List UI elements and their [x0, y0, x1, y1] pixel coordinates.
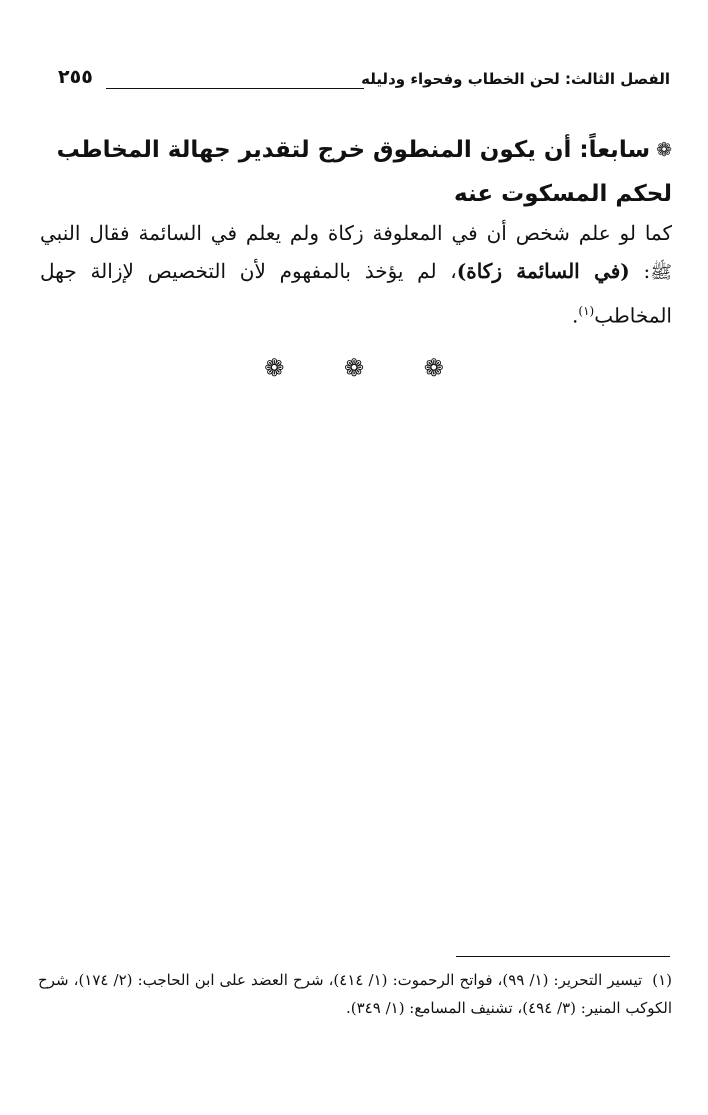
body-paragraph — [40, 214, 672, 335]
separator-star-icon: ❁ — [264, 354, 311, 382]
footnote-rule — [456, 956, 670, 957]
footnote-number: (١) — [652, 971, 672, 989]
body-colon: : — [629, 259, 651, 283]
header-rule — [106, 88, 364, 89]
flower-icon: ❁ — [656, 139, 672, 161]
running-header — [58, 64, 670, 104]
body-text-part2: ، لم يؤخذ بالمفهوم لأن التخصيص لإزالة جهل المخاطب — [40, 259, 672, 328]
section-separator — [0, 354, 708, 382]
separator-star-icon: ❁ — [343, 354, 391, 382]
body-text-end: . — [572, 303, 579, 328]
footnote-text: تيسير التحرير: (١/ ٩٩)، فواتح الرحموت: (١/ ٤١٤)، شرح العضد على ابن الحاجب: (٢/ ١٧٤)، شرح الكوكب المنير: (٣/ ٤٩٤)، تشنيف المسامع: (١/ ٣٤٩). — [38, 971, 672, 1017]
separator-star-icon: ❁ — [423, 354, 470, 382]
section-heading — [40, 128, 672, 216]
footnote-reference[interactable]: (١) — [578, 304, 595, 318]
body-text-part1: كما لو علم شخص أن في المعلوفة زكاة ولم يعلم في السائمة فقال النبي — [40, 221, 672, 245]
footnote-item — [38, 966, 672, 1022]
section-heading-text: سابعاً: أن يكون المنطوق خرج لتقدير جهالة المخاطب لحكم المسكوت عنه — [56, 137, 672, 207]
chapter-title: الفصل الثالث: لحن الخطاب وفحواء ودليله — [361, 70, 670, 88]
hadith-quote: (في السائمة زكاة) — [456, 259, 630, 283]
page-number: ٢٥٥ — [58, 66, 93, 88]
salawat-glyph: ﷺ — [650, 262, 672, 283]
footnotes — [38, 966, 672, 1022]
